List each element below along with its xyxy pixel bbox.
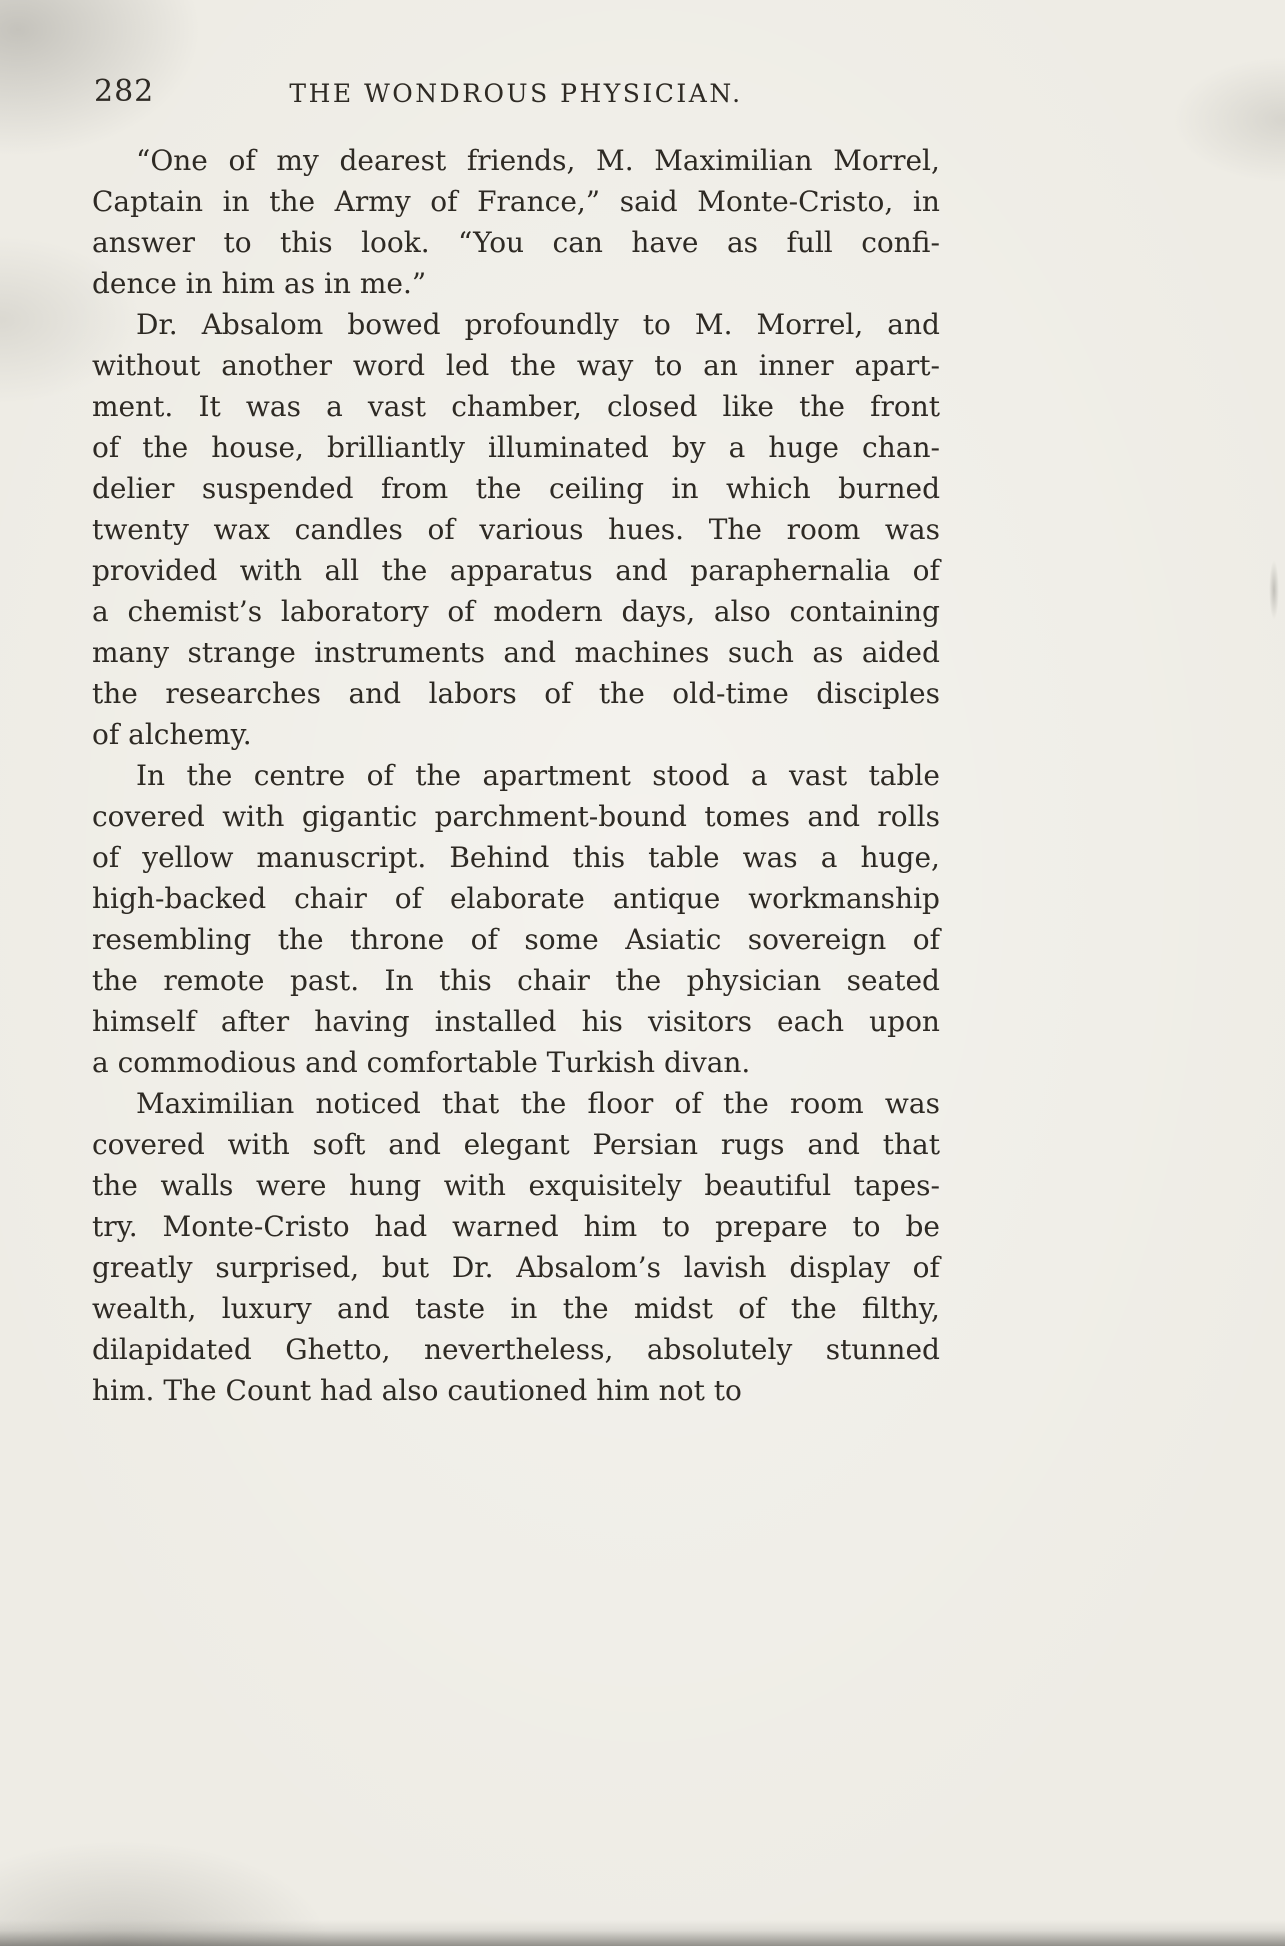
word: France,” xyxy=(477,185,601,218)
word: M. xyxy=(694,308,733,341)
word: room xyxy=(786,513,861,546)
word: modern xyxy=(493,595,603,628)
word: illuminated xyxy=(487,431,649,464)
word: burned xyxy=(838,472,940,505)
word: hung xyxy=(349,1169,422,1202)
word: workmanship xyxy=(748,882,940,915)
word: look. xyxy=(361,226,430,259)
word: the xyxy=(790,1292,837,1325)
word: manuscript. xyxy=(256,841,427,874)
word: have xyxy=(631,226,699,259)
word: another xyxy=(221,349,333,382)
word: installed xyxy=(434,1005,557,1038)
word: to xyxy=(662,1210,691,1243)
word: his xyxy=(581,1005,623,1038)
paragraph xyxy=(92,755,940,1083)
word: Morrel, xyxy=(756,308,864,341)
text-block xyxy=(92,74,940,1411)
word: front xyxy=(870,390,940,423)
word: twenty xyxy=(92,513,189,546)
text-line xyxy=(92,181,940,222)
word: many xyxy=(92,636,170,669)
text-line xyxy=(92,509,940,550)
paragraph xyxy=(92,1083,940,1411)
word: antique xyxy=(612,882,721,915)
word: inner xyxy=(758,349,834,382)
word: from xyxy=(381,472,449,505)
word: In xyxy=(136,759,166,792)
word: and xyxy=(388,1128,441,1161)
word: various xyxy=(479,513,584,546)
word: ment. xyxy=(92,390,174,423)
text-line xyxy=(92,1165,940,1206)
word: remote xyxy=(163,964,265,997)
text-line xyxy=(92,345,940,386)
word: beautiful xyxy=(704,1169,832,1202)
text-line: him. The Count had also cautioned him not to xyxy=(92,1374,742,1407)
word: to xyxy=(642,308,671,341)
text-line xyxy=(92,222,940,263)
word: also xyxy=(713,595,771,628)
word: were xyxy=(256,1169,327,1202)
word: yellow xyxy=(142,841,234,874)
word: Army xyxy=(334,185,411,218)
word: labors xyxy=(428,677,517,710)
word: in xyxy=(912,185,940,218)
word: and xyxy=(887,308,940,341)
word: the xyxy=(277,923,324,956)
word: floor xyxy=(587,1087,654,1120)
word: in xyxy=(510,1292,538,1325)
word: and xyxy=(807,1128,860,1161)
word: by xyxy=(671,431,706,464)
word: an xyxy=(703,349,738,382)
word: profoundly xyxy=(464,308,619,341)
word: chan- xyxy=(862,431,940,464)
word: Behind xyxy=(449,841,550,874)
word: Ghetto, xyxy=(285,1333,391,1366)
word: covered xyxy=(92,1128,205,1161)
word: prepare xyxy=(715,1210,828,1243)
word: my xyxy=(276,144,319,177)
word: tomes xyxy=(704,800,790,833)
word: a xyxy=(750,759,768,792)
word: in xyxy=(671,472,699,505)
text-line xyxy=(92,550,940,591)
word: upon xyxy=(869,1005,940,1038)
word: of xyxy=(912,923,940,956)
word: and xyxy=(807,800,861,833)
word: tapes- xyxy=(853,1169,940,1202)
text-line xyxy=(92,1206,940,1247)
word: a xyxy=(820,841,838,874)
word: the xyxy=(520,1087,567,1120)
word: with xyxy=(239,554,303,587)
paragraph xyxy=(92,140,940,304)
word: “One xyxy=(136,144,208,177)
word: with xyxy=(227,1128,290,1161)
word: elaborate xyxy=(449,882,585,915)
word: to xyxy=(852,1210,881,1243)
word: strange xyxy=(187,636,296,669)
word: Absalom xyxy=(201,308,324,341)
word: covered xyxy=(92,800,205,833)
word: vast xyxy=(789,759,848,792)
text-line: a commodious and comfortable Turkish divan. xyxy=(92,1046,751,1079)
word: instruments xyxy=(314,636,485,669)
word: without xyxy=(92,349,201,382)
word: candles xyxy=(294,513,403,546)
word: like xyxy=(722,390,774,423)
word: and xyxy=(503,636,557,669)
word: brilliantly xyxy=(327,431,465,464)
word: had xyxy=(374,1210,428,1243)
word: the xyxy=(562,1292,609,1325)
word: seated xyxy=(846,964,940,997)
word: Captain xyxy=(92,185,203,218)
word: of xyxy=(738,1292,766,1325)
word: this xyxy=(572,841,626,874)
word: delier xyxy=(92,472,175,505)
word: the xyxy=(92,677,138,710)
word: past. xyxy=(289,964,360,997)
running-title: THE WONDROUS PHYSICIAN. xyxy=(289,79,743,108)
word: of xyxy=(470,923,498,956)
text-line xyxy=(92,427,940,468)
word: In xyxy=(384,964,414,997)
word: try. xyxy=(92,1210,138,1243)
word: Persian xyxy=(592,1128,699,1161)
word: apartment xyxy=(482,759,631,792)
word: paraphernalia xyxy=(690,554,891,587)
word: the xyxy=(415,759,462,792)
word: as xyxy=(726,226,759,259)
text-line xyxy=(92,673,940,714)
scan-smudge xyxy=(1269,560,1279,620)
word: rugs xyxy=(720,1128,785,1161)
word: be xyxy=(905,1210,940,1243)
word: soft xyxy=(312,1128,366,1161)
word: a xyxy=(326,390,343,423)
word: that xyxy=(882,1128,940,1161)
word: absolutely xyxy=(646,1333,793,1366)
word: luxury xyxy=(221,1292,312,1325)
word: Dr. xyxy=(136,308,178,341)
word: visitors xyxy=(648,1005,752,1038)
word: in xyxy=(222,185,250,218)
word: was xyxy=(245,390,301,423)
word: having xyxy=(314,1005,410,1038)
word: the xyxy=(381,554,428,587)
word: warned xyxy=(452,1210,559,1243)
word: the xyxy=(615,964,662,997)
word: confi- xyxy=(861,226,940,259)
word: the xyxy=(510,349,557,382)
word: old-time xyxy=(672,677,789,710)
word: him xyxy=(583,1210,638,1243)
word: to xyxy=(654,349,683,382)
word: this xyxy=(439,964,492,997)
word: the xyxy=(799,390,845,423)
word: stunned xyxy=(825,1333,940,1366)
word: of xyxy=(366,759,394,792)
word: physician xyxy=(686,964,822,997)
text-line xyxy=(92,878,940,919)
word: lavish xyxy=(683,1251,767,1284)
word: of xyxy=(912,554,940,587)
word: Maximilian xyxy=(654,144,813,177)
word: apparatus xyxy=(449,554,593,587)
word: Monte-Cristo xyxy=(162,1210,350,1243)
word: disciples xyxy=(816,677,940,710)
word: himself xyxy=(92,1005,196,1038)
word: provided xyxy=(92,554,218,587)
word: the xyxy=(598,677,645,710)
word: was xyxy=(742,841,798,874)
word: gigantic xyxy=(301,800,418,833)
word: word xyxy=(352,349,426,382)
paragraph xyxy=(92,304,940,755)
text-line: of alchemy. xyxy=(92,718,252,751)
word: sovereign xyxy=(747,923,887,956)
word: can xyxy=(552,226,603,259)
text-line xyxy=(92,837,940,878)
text-line xyxy=(92,919,940,960)
word: chair xyxy=(294,882,367,915)
word: after xyxy=(220,1005,290,1038)
word: chamber, xyxy=(451,390,582,423)
word: all xyxy=(324,554,360,587)
text-line xyxy=(92,1288,940,1329)
word: of xyxy=(447,595,475,628)
word: such xyxy=(727,636,794,669)
word: Dr. xyxy=(451,1251,494,1284)
word: ceiling xyxy=(548,472,645,505)
word: stood xyxy=(652,759,730,792)
word: that xyxy=(441,1087,500,1120)
text-line xyxy=(92,1329,940,1370)
word: and xyxy=(337,1292,390,1325)
word: days, xyxy=(621,595,696,628)
word: throne xyxy=(350,923,445,956)
word: noticed xyxy=(315,1087,421,1120)
word: chemist’s xyxy=(127,595,263,628)
text-line xyxy=(92,140,940,181)
word: this xyxy=(280,226,333,259)
word: of xyxy=(544,677,572,710)
word: full xyxy=(786,226,833,259)
word: rolls xyxy=(877,800,940,833)
word: high-backed xyxy=(92,882,267,915)
word: wealth, xyxy=(92,1292,197,1325)
word: the xyxy=(475,472,522,505)
text-line xyxy=(92,1247,940,1288)
text-line xyxy=(92,386,940,427)
word: display xyxy=(789,1251,890,1284)
word: of xyxy=(228,144,256,177)
word: huge xyxy=(768,431,839,464)
word: containing xyxy=(789,595,940,628)
word: with xyxy=(222,800,285,833)
text-line xyxy=(92,1083,940,1124)
word: to xyxy=(223,226,252,259)
word: The xyxy=(708,513,762,546)
word: each xyxy=(777,1005,845,1038)
word: the xyxy=(186,759,233,792)
word: a xyxy=(728,431,746,464)
word: hues. xyxy=(608,513,685,546)
word: vast xyxy=(367,390,427,423)
word: and xyxy=(348,677,402,710)
word: house, xyxy=(211,431,304,464)
word: table xyxy=(868,759,940,792)
word: of xyxy=(394,882,423,915)
word: huge, xyxy=(860,841,940,874)
text-line xyxy=(92,796,940,837)
word: machines xyxy=(574,636,710,669)
word: the xyxy=(92,964,138,997)
word: friends, xyxy=(466,144,576,177)
page-header xyxy=(92,74,940,114)
word: centre xyxy=(253,759,346,792)
word: wax xyxy=(213,513,270,546)
word: parchment-bound xyxy=(434,800,687,833)
word: Monte-Cristo, xyxy=(697,185,894,218)
scan-edge-shadow xyxy=(0,1920,1285,1946)
word: of xyxy=(430,185,458,218)
word: researches xyxy=(165,677,321,710)
text-line xyxy=(92,755,940,796)
word: led xyxy=(445,349,490,382)
word: the xyxy=(722,1087,769,1120)
word: as xyxy=(812,636,844,669)
word: Absalom’s xyxy=(516,1251,662,1284)
word: the xyxy=(142,431,189,464)
word: dilapidated xyxy=(92,1333,252,1366)
word: resembling xyxy=(92,923,252,956)
word: was xyxy=(884,1087,940,1120)
text-line xyxy=(92,960,940,1001)
word: filthy, xyxy=(862,1292,940,1325)
page-number: 282 xyxy=(94,74,155,109)
word: table xyxy=(648,841,720,874)
word: but xyxy=(381,1251,430,1284)
word: was xyxy=(884,513,940,546)
word: dearest xyxy=(339,144,447,177)
word: apart- xyxy=(854,349,940,382)
word: chair xyxy=(517,964,590,997)
word: bowed xyxy=(347,308,441,341)
word: surprised, xyxy=(215,1251,360,1284)
word: Morrel, xyxy=(833,144,940,177)
word: exquisitely xyxy=(528,1169,682,1202)
word: nevertheless, xyxy=(423,1333,614,1366)
word: and xyxy=(615,554,668,587)
word: Maximilian xyxy=(136,1087,295,1120)
word: the xyxy=(92,1169,138,1202)
word: answer xyxy=(92,226,196,259)
text-line xyxy=(92,468,940,509)
text-line xyxy=(92,591,940,632)
word: Asiatic xyxy=(625,923,722,956)
word: elegant xyxy=(463,1128,570,1161)
word: taste xyxy=(414,1292,486,1325)
text-line xyxy=(92,1124,940,1165)
word: of xyxy=(92,841,120,874)
word: of xyxy=(674,1087,702,1120)
word: way xyxy=(576,349,634,382)
word: M. xyxy=(596,144,634,177)
word: midst xyxy=(633,1292,713,1325)
word: greatly xyxy=(92,1251,193,1284)
word: of xyxy=(427,513,455,546)
word: suspended xyxy=(201,472,354,505)
page-body xyxy=(92,140,940,1411)
word: said xyxy=(619,185,678,218)
word: of xyxy=(92,431,120,464)
word: laboratory xyxy=(280,595,429,628)
word: walls xyxy=(160,1169,234,1202)
word: “You xyxy=(458,226,525,259)
word: of xyxy=(912,1251,940,1284)
text-line xyxy=(92,1001,940,1042)
word: which xyxy=(725,472,811,505)
text-line xyxy=(92,304,940,345)
word: aided xyxy=(861,636,940,669)
word: some xyxy=(524,923,599,956)
text-line: dence in him as in me.” xyxy=(92,267,427,300)
word: closed xyxy=(607,390,698,423)
word: a xyxy=(92,595,109,628)
word: room xyxy=(790,1087,864,1120)
word: It xyxy=(198,390,221,423)
word: the xyxy=(269,185,316,218)
text-line xyxy=(92,632,940,673)
word: with xyxy=(443,1169,506,1202)
